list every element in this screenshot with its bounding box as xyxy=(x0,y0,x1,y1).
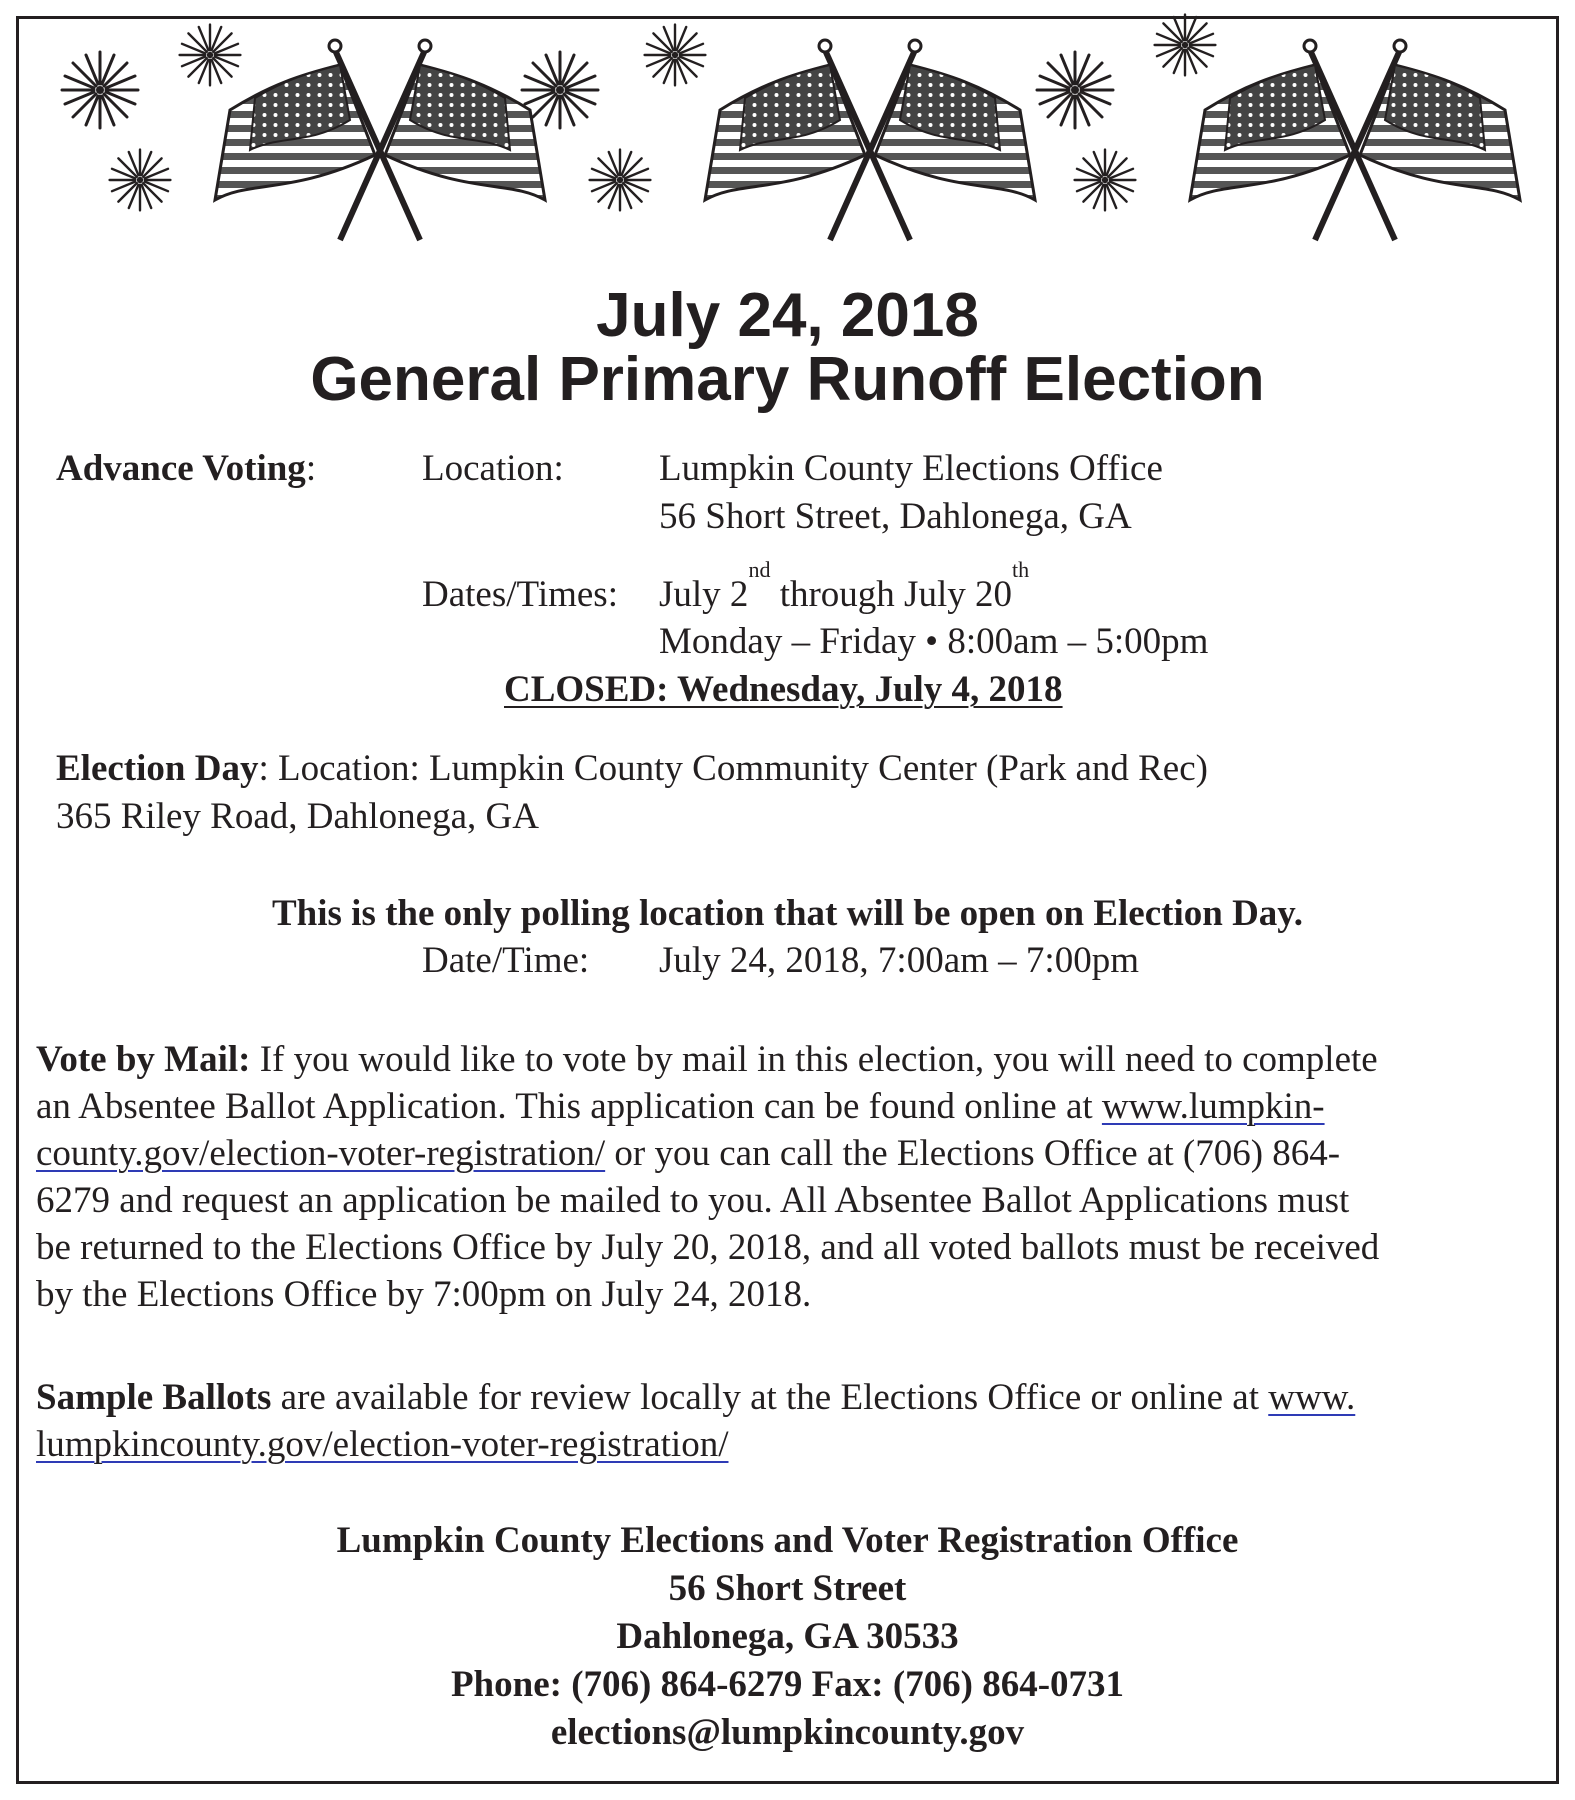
sample-ballots-link[interactable]: www. xyxy=(1268,1377,1356,1418)
election-date-heading: July 24, 2018 xyxy=(596,281,979,350)
registration-link[interactable]: county.gov/election-voter-registration/ xyxy=(36,1133,606,1174)
office-city: Dahlonega, GA 30533 xyxy=(616,1616,959,1657)
vote-by-mail-paragraph xyxy=(36,1036,1536,1318)
patriotic-banner xyxy=(0,0,1575,260)
sample-ballots-line xyxy=(36,1421,1536,1468)
vote-by-mail-line: county.gov/election-voter-registration/ or you can call the Elections Office at (706) 864- xyxy=(36,1133,1341,1174)
election-day-location: Election Day: Location: Lumpkin County Community Center (Park and Rec) xyxy=(56,748,1208,789)
advance-voting-label: Advance Voting: xyxy=(56,448,317,489)
election-day-address: 365 Riley Road, Dahlonega, GA xyxy=(56,796,539,837)
date-time-label: Date/Time: xyxy=(422,940,590,981)
office-street: 56 Short Street xyxy=(668,1568,907,1609)
office-email: elections@lumpkincounty.gov xyxy=(550,1712,1025,1753)
registration-link[interactable]: www.lumpkin- xyxy=(1101,1086,1325,1127)
vote-by-mail-line: be returned to the Elections Office by July 20, 2018, and all voted ballots must be received xyxy=(36,1227,1380,1268)
sample-ballots-paragraph xyxy=(36,1374,1536,1468)
sample-ballots-line: Sample Ballots are available for review locally at the Elections Office or online at www. xyxy=(36,1377,1356,1418)
office-name: Lumpkin County Elections and Voter Registration Office xyxy=(336,1520,1239,1561)
sample-ballots-link[interactable]: lumpkincounty.gov/election-voter-registration/ xyxy=(36,1424,729,1465)
election-day-hours: July 24, 2018, 7:00am – 7:00pm xyxy=(659,940,1139,981)
advance-location-address: 56 Short Street, Dahlonega, GA xyxy=(659,496,1132,537)
office-phone-fax: Phone: (706) 864-6279 Fax: (706) 864-0731 xyxy=(450,1664,1125,1705)
election-title-heading: General Primary Runoff Election xyxy=(310,345,1265,414)
vote-by-mail-line: Vote by Mail: If you would like to vote by mail in this election, you will need to complete xyxy=(36,1039,1378,1080)
advance-dates: July 2nd through July 20th xyxy=(659,557,1030,615)
vote-by-mail-line: by the Elections Office by 7:00pm on July 24, 2018. xyxy=(36,1274,812,1315)
advance-hours: Monday – Friday • 8:00am – 5:00pm xyxy=(659,621,1209,662)
advance-location-name: Lumpkin County Elections Office xyxy=(659,448,1163,489)
location-label: Location: xyxy=(422,448,564,489)
closed-notice: CLOSED: Wednesday, July 4, 2018 xyxy=(504,669,1063,710)
vote-by-mail-line: 6279 and request an application be mailed to you. All Absentee Ballot Applications must xyxy=(36,1180,1350,1221)
vote-by-mail-line: an Absentee Ballot Application. This application can be found online at www.lumpkin- xyxy=(36,1086,1325,1127)
polling-notice: This is the only polling location that will be open on Election Day. xyxy=(271,893,1303,934)
dates-times-label: Dates/Times: xyxy=(422,574,618,615)
